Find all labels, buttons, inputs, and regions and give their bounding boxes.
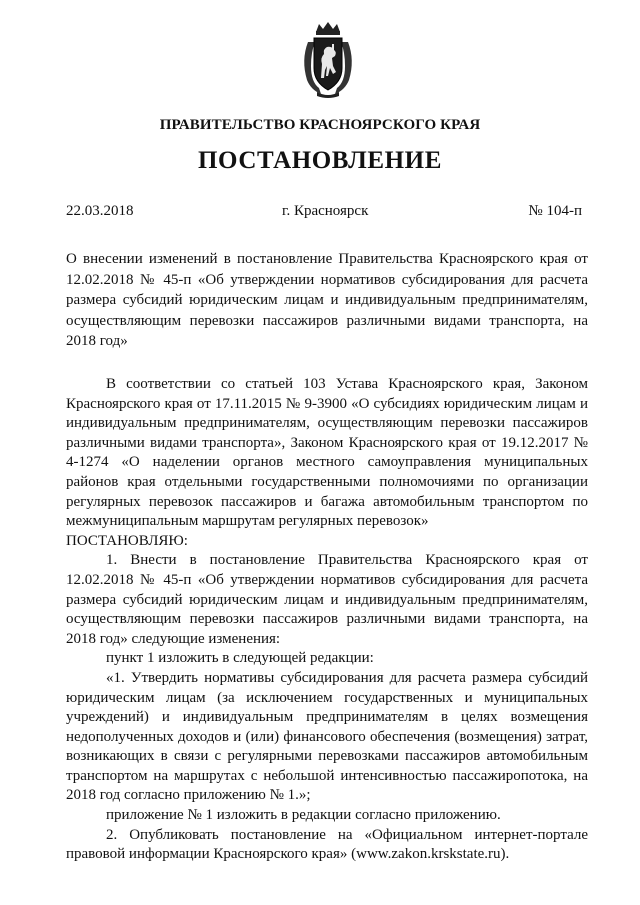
decree-word: ПОСТАНОВЛЯЮ:: [66, 532, 188, 549]
item-1-quote: «1. Утвердить нормативы субсидирования для расчета размера субсидий юридическим лицам (за исключением государственных и муниципальных учреждений) и индивидуальным предпринимателям в целях возмещения недополученных доходов и (или) финансового обеспечения (возмещения) затрат, возникающих в связи с регулярными перевозками пассажиров автомобильным транспортом на маршрутах с небольшой интенсивностью пассажиропотока, на 2018 год согласно приложению № 1.»;: [66, 669, 588, 804]
coat-of-arms-icon: [299, 20, 357, 100]
item-1-paragraph: 1. Внести в постановление Правительства Красноярского края от 12.02.2018 № 45-п «Об утверждении нормативов субсидирования для расчета размера субсидий юридическим лицам и индивидуальным предпринимателям, осуществляющим перевозки пассажиров различными видами транспорта, на 2018 год» следующие изменения:: [66, 552, 588, 647]
government-title: ПРАВИТЕЛЬСТВО КРАСНОЯРСКОГО КРАЯ: [159, 117, 481, 133]
document-date: 22.03.2018: [66, 203, 134, 219]
document-type-heading: ПОСТАНОВЛЕНИЕ: [197, 147, 443, 174]
item-1-sub-2: приложение № 1 изложить в редакции согласно приложению.: [106, 807, 501, 824]
item-2-paragraph: 2. Опубликовать постановление на «Официальном интернет-портале правовой информации Красноярского края» (www.zakon.krskstate.ru).: [66, 826, 588, 863]
preamble-paragraph: В соответствии со статьей 103 Устава Красноярского края, Законом Красноярского края от 17.11.2015 № 9-3900 «О субсидиях юридическим лицам и индивидуальным предпринимателям, осуществляющим перевозки пассажиров различными видами транспорта», Законом Красноярского края от 19.12.2017 № 4-1274 «О наделении органов местного самоуправления муниципальных районов края отдельными государственными полномочиями по организации регулярных перевозок пассажиров и багажа автомобильным транспортом по межмуниципальным маршрутам регулярных перевозок»: [66, 376, 588, 530]
document-city: г. Красноярск: [282, 203, 369, 219]
document-number: № 104-п: [528, 203, 582, 219]
document-body: [66, 375, 588, 865]
document-subject: О внесении изменений в постановление Правительства Красноярского края от 12.02.2018 № 45-п «Об утверждении нормативов субсидирования для расчета размера субсидий юридическим лицам и индивидуальным предпринимателям, осуществляющим перевозки пассажиров различными видами транспорта, на 2018 год»: [66, 251, 588, 349]
item-1-sub-1: пункт 1 изложить в следующей редакции:: [106, 650, 374, 667]
